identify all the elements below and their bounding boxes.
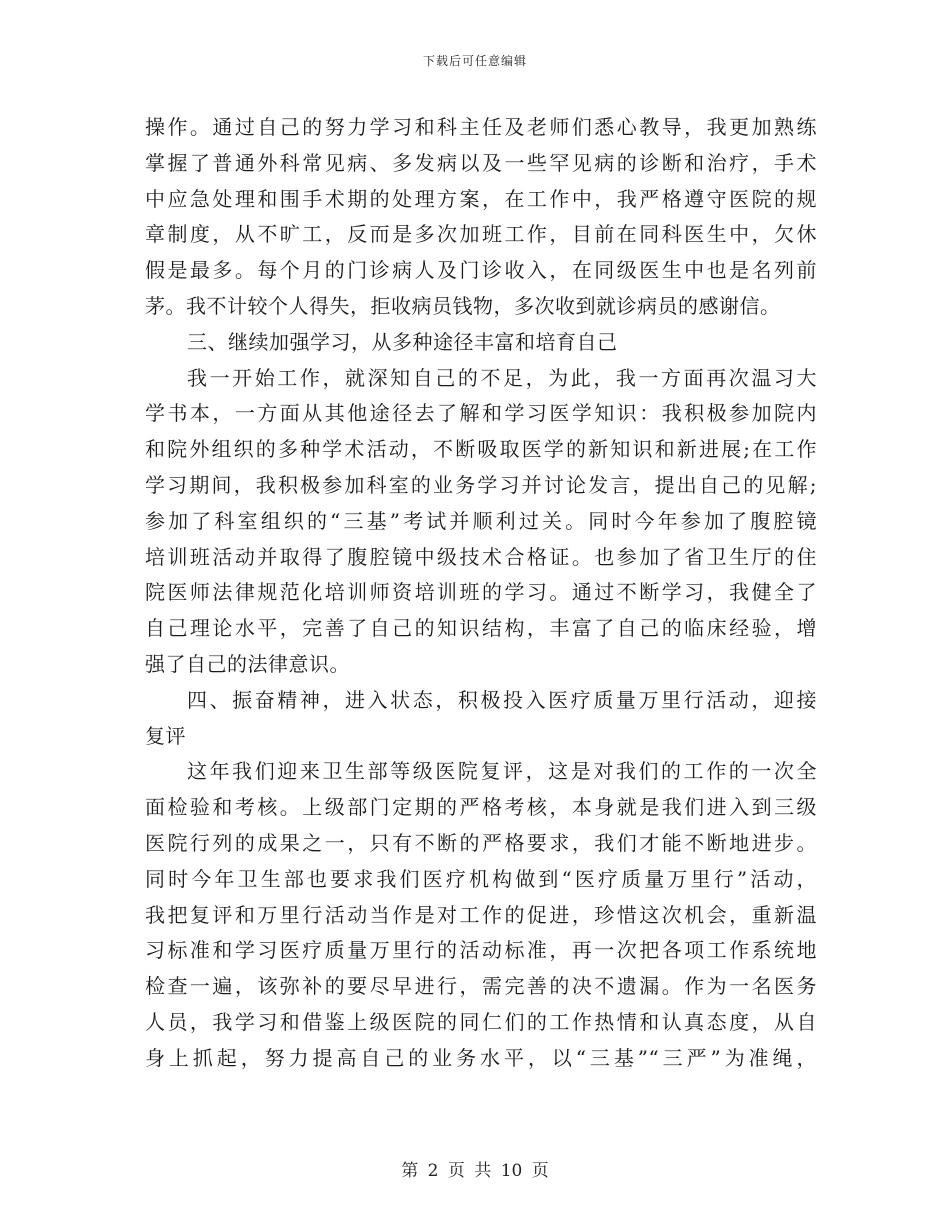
text-line: 院医师法律规范化培训师资培训班的学习。通过不断学习，我健全了: [145, 580, 817, 605]
text-line: 强了自己的法律意识。: [145, 651, 350, 676]
text-line: 茅。我不计较个人得失，拒收病员钱物，多次收到就诊病员的感谢信。: [145, 293, 781, 318]
text-line: 掌握了普通外科常见病、多发病以及一些罕见病的诊断和治疗，手术: [145, 150, 817, 175]
text-line: 这年我们迎来卫生部等级医院复评，这是对我们的工作的一次全: [187, 759, 817, 784]
document-body: [145, 110, 817, 1077]
text-line: 学习期间，我积极参加科室的业务学习并讨论发言，提出自己的见解;: [145, 472, 817, 497]
text-line: 假是最多。每个月的门诊病人及门诊收入，在同级医生中也是名列前: [145, 258, 817, 283]
text-line: 操作。通过自己的努力学习和科主任及老师们悉心教导，我更加熟练: [145, 115, 817, 139]
text-line: 参加了科室组织的“三基”考试并顺利过关。同时今年参加了腹腔镜: [145, 508, 817, 533]
text-line: 章制度，从不旷工，反而是多次加班工作，目前在同科医生中，欠休: [145, 222, 817, 247]
text-line: 同时今年卫生部也要求我们医疗机构做到“医疗质量万里行”活动，: [145, 866, 817, 891]
text-line: 医院行列的成果之一，只有不断的严格要求，我们才能不断地进步。: [145, 830, 817, 855]
text-line: 自己理论水平，完善了自己的知识结构，丰富了自己的临床经验，增: [145, 616, 817, 641]
text-line: 我一开始工作，就深知自己的不足，为此，我一方面再次温习大: [187, 365, 817, 390]
text-line: 人员，我学习和借鉴上级医院的同仁们的工作热情和认真态度，从自: [145, 1009, 817, 1034]
text-line: 习标准和学习医疗质量万里行的活动标准，再一次把各项工作系统地: [145, 938, 817, 963]
text-line: 我把复评和万里行活动当作是对工作的促进，珍惜这次机会，重新温: [145, 902, 817, 927]
text-line: 三、继续加强学习，从多种途径丰富和培育自己: [187, 329, 618, 354]
text-line: 四、振奋精神，进入状态，积极投入医疗质量万里行活动，迎接: [187, 687, 817, 712]
text-line: 中应急处理和围手术期的处理方案，在工作中，我严格遵守医院的规: [145, 186, 817, 211]
text-line: 身上抓起，努力提高自己的业务水平，以“三基”“三严”为准绳，: [145, 1045, 817, 1070]
text-line: 检查一遍，该弥补的要尽早进行，需完善的决不遗漏。作为一名医务: [145, 974, 817, 999]
text-line: 学书本，一方面从其他途径去了解和学习医学知识：我积极参加院内: [145, 401, 817, 426]
page-header: 下载后可任意编辑: [422, 54, 527, 68]
page-number-footer: 第 2 页 共 10 页: [401, 1161, 549, 1181]
text-line: 面检验和考核。上级部门定期的严格考核，本身就是我们进入到三级: [145, 795, 817, 820]
text-line: 复评: [145, 723, 186, 748]
text-line: 培训班活动并取得了腹腔镜中级技术合格证。也参加了省卫生厅的住: [145, 544, 817, 569]
text-line: 和院外组织的多种学术活动，不断吸取医学的新知识和新进展;在工作: [145, 437, 817, 462]
